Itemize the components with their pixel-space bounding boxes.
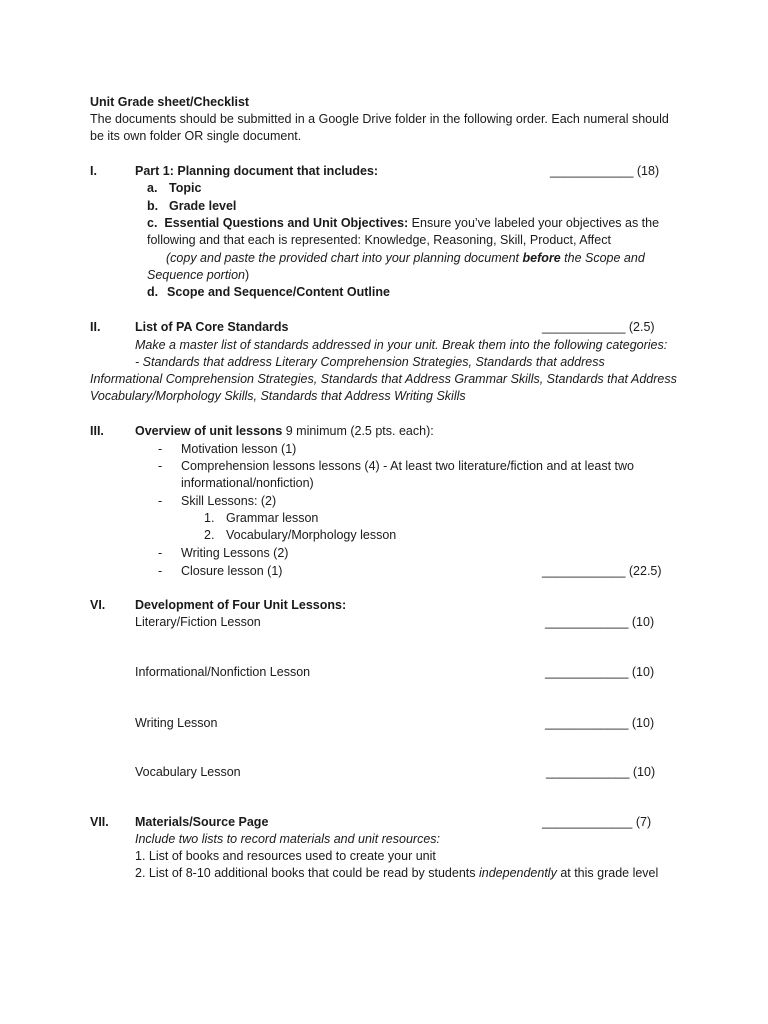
section-heading: [135, 423, 434, 440]
list-item-text: Ensure you’ve labeled your objectives as the: [408, 216, 660, 230]
bullet-dash: -: [158, 494, 163, 508]
section-text: Vocabulary/Morphology Skills, Standards that Address Writing Skills: [90, 389, 466, 403]
score-blank: ____________ (2.5): [542, 320, 655, 334]
section-text: Make a master list of standards addressed in your unit. Break them into the following categories:: [135, 338, 668, 352]
lesson-label: Literary/Fiction Lesson: [135, 615, 261, 629]
section-text: [135, 865, 658, 882]
score-blank: ____________ (10): [545, 615, 655, 629]
list-marker: a.: [147, 181, 158, 195]
list-item-bold: Essential Questions and Unit Objectives:: [164, 216, 409, 230]
score-blank: ____________ (10): [546, 765, 656, 779]
bullet-dash: -: [158, 459, 163, 473]
list-item: Scope and Sequence/Content Outline: [167, 285, 390, 299]
list-item: Topic: [169, 181, 202, 195]
lesson-label: Vocabulary Lesson: [135, 765, 241, 779]
section-heading: Materials/Source Page: [135, 815, 269, 829]
section-text: Include two lists to record materials and unit resources:: [135, 832, 440, 846]
section-numeral: III.: [90, 424, 104, 438]
score-blank: ____________ (10): [545, 665, 655, 679]
intro-text: The documents should be submitted in a Google Drive folder in the following order. Each numeral should: [90, 112, 669, 126]
list-marker: 1.: [204, 511, 215, 525]
section-numeral: VI.: [90, 598, 106, 612]
document-title: Unit Grade sheet/Checklist: [90, 95, 250, 109]
section-text: Informational Comprehension Strategies, Standards that Address Grammar Skills, Standards that Address: [90, 372, 677, 386]
score-blank: ____________ (22.5): [542, 564, 662, 578]
list-item: [147, 215, 659, 232]
section-numeral: VII.: [90, 815, 109, 829]
list-marker: 2.: [204, 528, 215, 542]
intro-text: be its own folder OR single document.: [90, 129, 302, 143]
section-text-part: 2. List of 8-10 additional books that could be read by students: [135, 866, 479, 880]
sub-list-item: Grammar lesson: [226, 511, 319, 525]
list-item-continued: following and that each is represented: Knowledge, Reasoning, Skill, Product, Affect: [147, 233, 611, 247]
section-numeral: II.: [90, 320, 101, 334]
score-blank: _____________ (7): [542, 815, 652, 829]
section-text-part: at this grade level: [556, 866, 659, 880]
note-text-part: Sequence portion: [147, 268, 245, 282]
note-text-part: ): [245, 268, 250, 282]
section-heading: List of PA Core Standards: [135, 320, 289, 334]
list-item: Motivation lesson (1): [181, 442, 297, 456]
bullet-dash: -: [158, 546, 163, 560]
note-text: [147, 267, 249, 284]
section-heading: Development of Four Unit Lessons:: [135, 598, 347, 612]
score-blank: ____________ (18): [550, 164, 660, 178]
list-item: Closure lesson (1): [181, 564, 283, 578]
section-text: - Standards that address Literary Comprehension Strategies, Standards that address: [135, 355, 605, 369]
section-heading-rest: 9 minimum (2.5 pts. each):: [282, 424, 434, 438]
score-blank: ____________ (10): [545, 716, 655, 730]
note-text-part: the Scope and: [560, 251, 645, 265]
note-text-part: (copy and paste the provided chart into your planning document: [166, 251, 523, 265]
lesson-label: Informational/Nonfiction Lesson: [135, 665, 311, 679]
list-item-continued: informational/nonfiction): [181, 476, 314, 490]
lesson-label: Writing Lesson: [135, 716, 218, 730]
list-marker: d.: [147, 285, 159, 299]
note-emphasis: before: [522, 251, 561, 265]
list-marker: c.: [147, 216, 158, 230]
list-item: Writing Lessons (2): [181, 546, 289, 560]
list-item: Comprehension lessons lessons (4) - At least two literature/fiction and at least two: [181, 459, 634, 473]
list-item: Grade level: [169, 199, 237, 213]
list-marker: b.: [147, 199, 159, 213]
section-text-emphasis: independently: [478, 866, 557, 880]
section-heading-bold: Overview of unit lessons: [135, 424, 283, 438]
list-item: Skill Lessons: (2): [181, 494, 277, 508]
section-numeral: I.: [90, 164, 97, 178]
bullet-dash: -: [158, 564, 163, 578]
bullet-dash: -: [158, 442, 163, 456]
section-heading: Part 1: Planning document that includes:: [135, 164, 379, 178]
section-text: 1. List of books and resources used to create your unit: [135, 849, 436, 863]
sub-list-item: Vocabulary/Morphology lesson: [226, 528, 397, 542]
note-text: [166, 250, 645, 267]
